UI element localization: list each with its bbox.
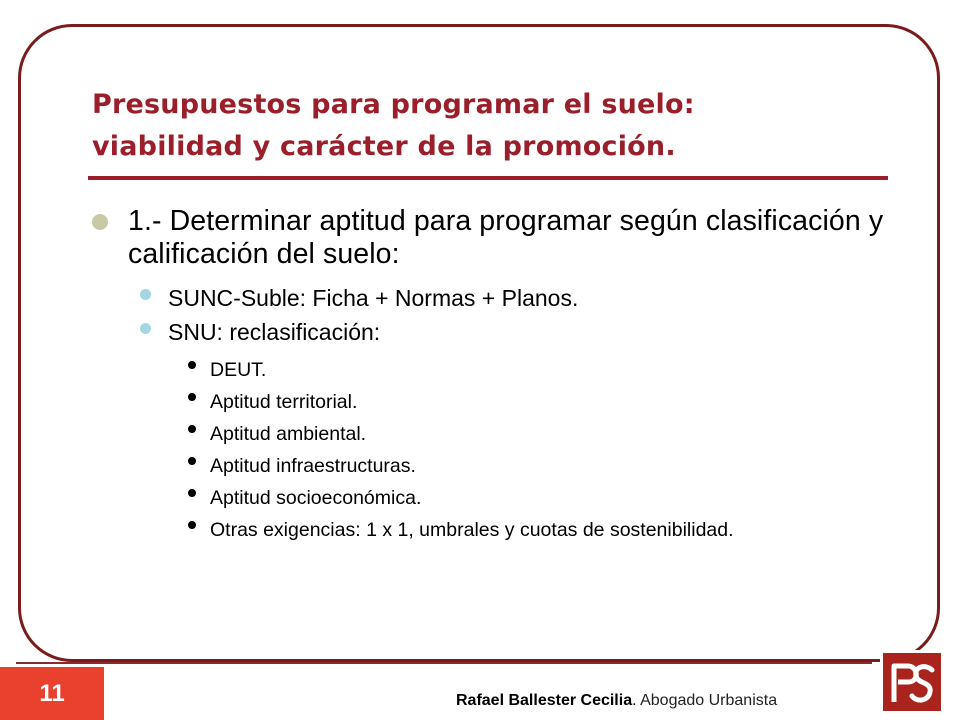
- bullet-dot-icon: [188, 425, 196, 433]
- author-separator: .: [632, 692, 637, 709]
- bullet-level3-item: DEUT.: [210, 359, 267, 381]
- slide-title-line-2: viabilidad y carácter de la promoción.: [92, 131, 676, 162]
- bullet-dot-icon: [188, 393, 196, 401]
- bullet-level3-item: Aptitud ambiental.: [210, 423, 367, 445]
- author-role: Abogado Urbanista: [640, 692, 778, 709]
- slide-title-line-1: Presupuestos para programar el suelo:: [92, 89, 695, 120]
- bullet-dot-icon: [188, 489, 196, 497]
- author-name: Rafael Ballester Cecilia: [456, 692, 633, 709]
- bullet-level3-item: Aptitud territorial.: [210, 391, 358, 413]
- footer-rule: [16, 662, 872, 664]
- bullet-level2-item: SUNC-Suble: Ficha + Normas + Planos.: [168, 285, 579, 311]
- footer-author: [456, 692, 777, 710]
- page-number: 11: [39, 679, 65, 707]
- ps-logo-icon: [880, 650, 944, 714]
- bullet-level2-item: SNU: reclasificación:: [168, 319, 381, 345]
- bullet-dot-icon: [140, 323, 151, 334]
- bullet-dot-icon: [92, 214, 108, 230]
- bullet-level1: 1.- Determinar aptitud para programar según clasificación y calificación del suelo:: [128, 205, 884, 270]
- ps-logo-mark: [886, 656, 938, 708]
- page-number-badge: [0, 667, 104, 720]
- bullet-dot-icon: [188, 521, 196, 529]
- bullet-level3-item: Aptitud socioeconómica.: [210, 487, 422, 509]
- bullet-level3-item: Aptitud infraestructuras.: [210, 455, 416, 477]
- bullet-dot-icon: [140, 289, 151, 300]
- bullet-dot-icon: [188, 361, 196, 369]
- bullet-dot-icon: [188, 457, 196, 465]
- bullet-level3-item: Otras exigencias: 1 x 1, umbrales y cuotas de sostenibilidad.: [210, 519, 734, 541]
